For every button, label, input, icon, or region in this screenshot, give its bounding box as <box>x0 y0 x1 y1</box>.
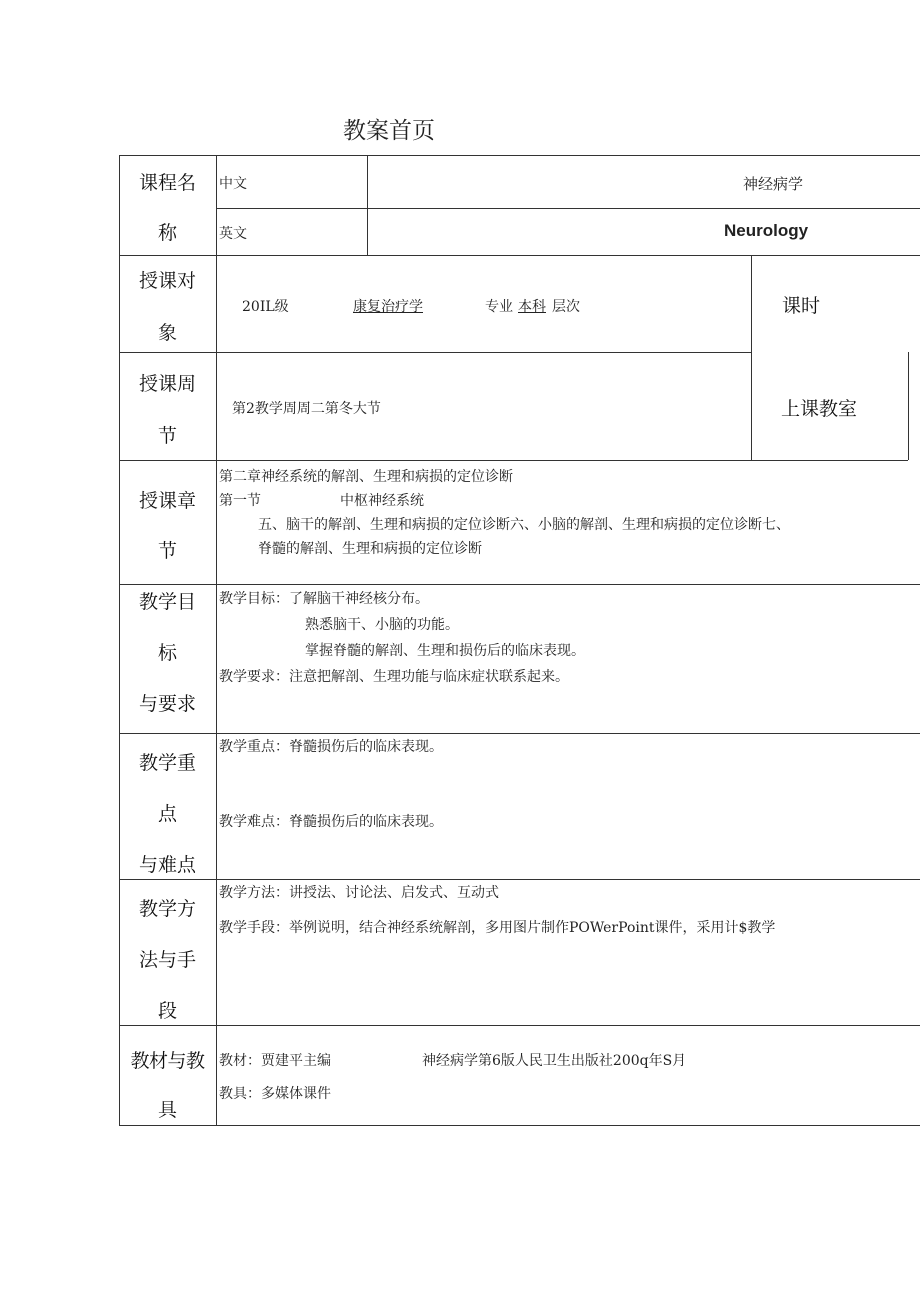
course-name-header-1: 课程名 <box>138 172 196 194</box>
key-points-header-3: 与难点 <box>138 854 196 876</box>
objective-line-2: 熟悉脑干、小脑的功能。 <box>305 617 459 633</box>
chapter-header-2: 节 <box>157 540 177 562</box>
objectives-header-3: 与要求 <box>138 693 196 715</box>
schedule-header-2: 节 <box>157 425 177 447</box>
chapter-section-number: 第一节 <box>219 493 261 509</box>
materials-header-1: 教材与教 <box>130 1050 205 1072</box>
course-name-zh: 神经病学 <box>743 175 804 193</box>
key-points-header-2: 点 <box>157 803 177 825</box>
chapter-line-4: 脊髓的解剖、生理和病损的定位诊断 <box>258 541 482 557</box>
teaching-method: 教学方法：讲授法、讨论法、启发式、互动式 <box>219 885 499 901</box>
classroom-label: 上课教室 <box>781 398 858 420</box>
hours-label: 课时 <box>782 295 821 317</box>
chapter-header-1: 授课章 <box>138 490 196 512</box>
audience-grade: 20IL级 <box>242 299 289 315</box>
audience-level: 本科 <box>518 299 546 315</box>
page-title: 教案首页 <box>343 118 435 144</box>
teaching-focus: 教学重点：脊髓损伤后的临床表现。 <box>219 739 443 755</box>
objectives-header-1: 教学目 <box>138 591 196 613</box>
objective-requirement: 教学要求：注意把解剖、生理功能与临床症状联系起来。 <box>219 669 569 685</box>
audience-major-suffix: 专业 <box>485 299 513 315</box>
english-label: 英文 <box>219 226 247 242</box>
materials-header-2: 具 <box>157 1099 177 1121</box>
schedule-text: 第2教学周周二第冬大节 <box>232 401 381 417</box>
methods-header-3: 段 <box>157 1000 177 1022</box>
audience-header-1: 授课对 <box>138 270 196 292</box>
textbook-title: 神经病学第6版人民卫生出版社200q年S月 <box>422 1053 687 1069</box>
chapter-line-3: 五、脑干的解剖、生理和病损的定位诊断六、小脑的解剖、生理和病损的定位诊断七、 <box>258 517 790 533</box>
teaching-tools: 教具：多媒体课件 <box>219 1086 331 1102</box>
chapter-line-1: 第二章神经系统的解剖、生理和病损的定位诊断 <box>219 469 513 485</box>
audience-major: 康复治疗学 <box>353 299 423 315</box>
audience-header-2: 象 <box>157 322 177 344</box>
objective-line-1: 教学目标：了解脑干神经核分布。 <box>219 591 429 607</box>
methods-header-2: 法与手 <box>138 949 196 971</box>
textbook-editor: 教材：贾建平主编 <box>219 1053 331 1069</box>
audience-level-suffix: 层次 <box>552 299 580 315</box>
teaching-difficulty: 教学难点：脊髓损伤后的临床表现。 <box>219 814 443 830</box>
schedule-header-1: 授课周 <box>138 373 196 395</box>
methods-header-1: 教学方 <box>138 898 196 920</box>
course-name-header-2: 称 <box>157 222 177 244</box>
teaching-means: 教学手段：举例说明，结合神经系统解剖，多用图片制作POWerPoint课件，采用计$教学 <box>219 920 776 936</box>
key-points-header-1: 教学重 <box>138 752 196 774</box>
chinese-label: 中文 <box>219 176 247 192</box>
objective-line-3: 掌握脊髓的解剖、生理和损伤后的临床表现。 <box>305 643 585 659</box>
course-name-en: Neurology <box>724 221 809 240</box>
objectives-header-2: 标 <box>157 642 177 664</box>
chapter-section-title: 中枢神经系统 <box>340 493 424 509</box>
